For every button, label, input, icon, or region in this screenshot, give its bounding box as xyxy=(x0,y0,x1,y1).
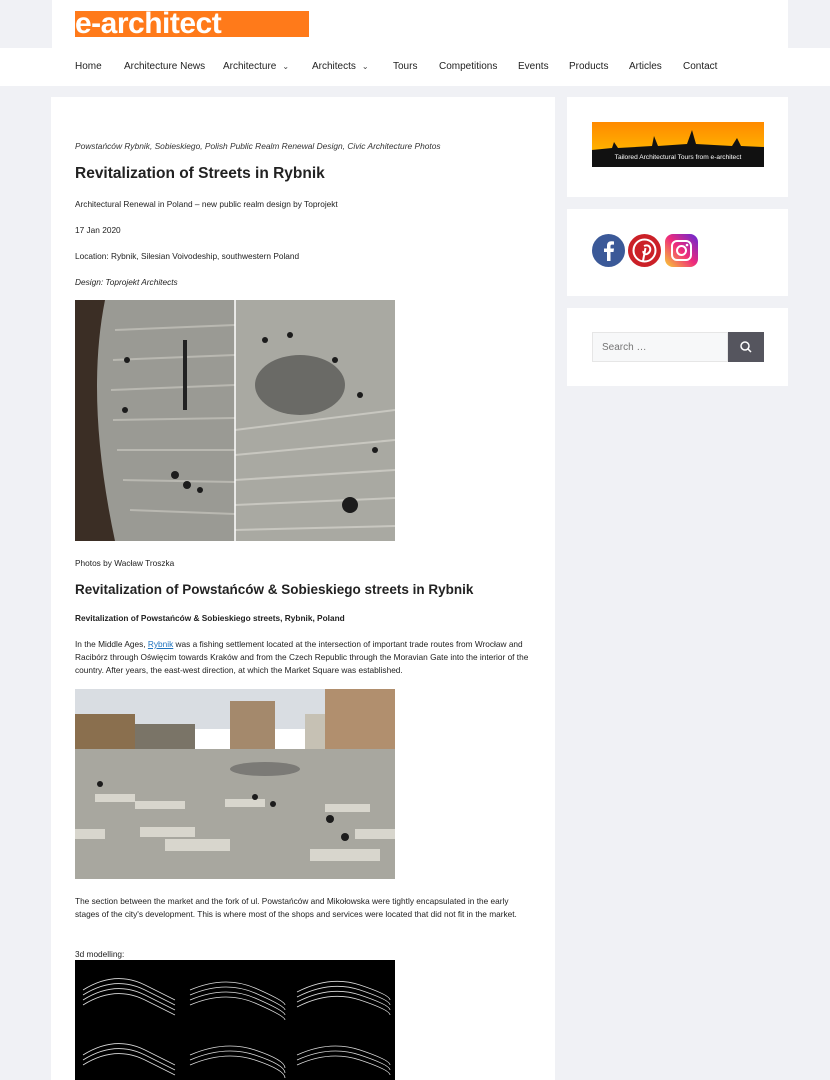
article-location: Location: Rybnik, Silesian Voivodeship, southwestern Poland xyxy=(75,251,300,261)
search-widget xyxy=(567,308,788,386)
tours-banner-widget xyxy=(567,97,788,197)
page-title: Revitalization of Streets in Rybnik xyxy=(75,165,325,182)
modelling-label: 3d modelling: xyxy=(75,949,125,959)
nav-item-label: Competitions xyxy=(439,61,498,72)
search-button[interactable] xyxy=(728,332,764,362)
3d-modelling-image[interactable] xyxy=(75,960,395,1080)
chevron-down-icon: ⌄ xyxy=(282,62,290,71)
nav-item-products[interactable] xyxy=(569,48,608,86)
photo-credit: Photos by Wacław Troszka xyxy=(75,558,175,568)
nav-item-label: Events xyxy=(518,61,549,72)
nav-item-label: Home xyxy=(75,61,102,72)
pinterest-icon[interactable] xyxy=(628,234,661,267)
nav-item-label: Products xyxy=(569,61,609,72)
article-design-credit: Design: Toprojekt Architects xyxy=(75,277,178,287)
history-text-start: In the Middle Ages, xyxy=(75,639,148,649)
nav-item-label: Architecture News xyxy=(124,61,206,72)
nav-item-architecture-news[interactable] xyxy=(124,48,205,86)
history-text-end: was a fishing settlement located at the intersection of important trade routes from Wrocław and Racibórz through Oświęcim towards Kraków and from the Czech Republic through the Moravian Gate into the interior of the country. After years, the east-west direction, at which the Market Square was established. xyxy=(75,639,529,675)
nav-item-contact[interactable] xyxy=(683,48,717,86)
site-logo[interactable]: e-architect xyxy=(75,11,309,37)
tours-banner[interactable] xyxy=(592,122,764,167)
section-title: Revitalization of Powstańców & Sobieskiego streets in Rybnik xyxy=(75,582,474,597)
article-content xyxy=(51,97,555,1080)
nav-item-label: Tours xyxy=(393,61,418,72)
nav-item-competitions[interactable] xyxy=(439,48,497,86)
market-square-photo[interactable] xyxy=(75,689,395,879)
search-icon xyxy=(728,332,764,362)
history-paragraph xyxy=(75,638,535,677)
nav-item-label: Contact xyxy=(683,61,718,72)
rybnik-link[interactable]: Rybnik xyxy=(147,639,174,649)
article-date: 17 Jan 2020 xyxy=(75,225,121,235)
nav-item-label: Articles xyxy=(629,61,662,72)
site-header xyxy=(0,0,830,48)
nav-item-architects[interactable] xyxy=(312,48,369,86)
facebook-icon[interactable] xyxy=(592,234,625,267)
section-subtitle: Revitalization of Powstańców & Sobieskiego streets, Rybnik, Poland xyxy=(75,613,345,623)
nav-item-label: Architects xyxy=(312,61,356,72)
nav-item-articles[interactable] xyxy=(629,48,662,86)
nav-item-tours[interactable] xyxy=(393,48,417,86)
nav-item-label: Architecture xyxy=(223,61,277,72)
tours-banner-caption: Tailored Architectural Tours from e-architect xyxy=(614,154,742,161)
chevron-down-icon: ⌄ xyxy=(361,62,369,71)
breadcrumb: Powstańców Rybnik, Sobieskiego, Polish Public Realm Renewal Design, Civic Architecture Photos xyxy=(75,141,441,151)
instagram-icon[interactable] xyxy=(665,234,698,267)
search-input[interactable] xyxy=(592,332,728,362)
nav-item-architecture[interactable] xyxy=(223,48,289,86)
article-subtitle: Architectural Renewal in Poland – new public realm design by Toprojekt xyxy=(75,199,338,209)
social-widget xyxy=(567,209,788,296)
shops-paragraph: The section between the market and the fork of ul. Powstańców and Mikołowska were tightly encapsulated in the early stages of the city's development. This is where most of the shops and services were located that did not fit in the market. xyxy=(75,896,517,919)
street-photo-pair[interactable] xyxy=(75,300,395,541)
nav-item-events[interactable] xyxy=(518,48,549,86)
nav-item-home[interactable] xyxy=(75,48,102,86)
main-navigation xyxy=(0,48,830,86)
